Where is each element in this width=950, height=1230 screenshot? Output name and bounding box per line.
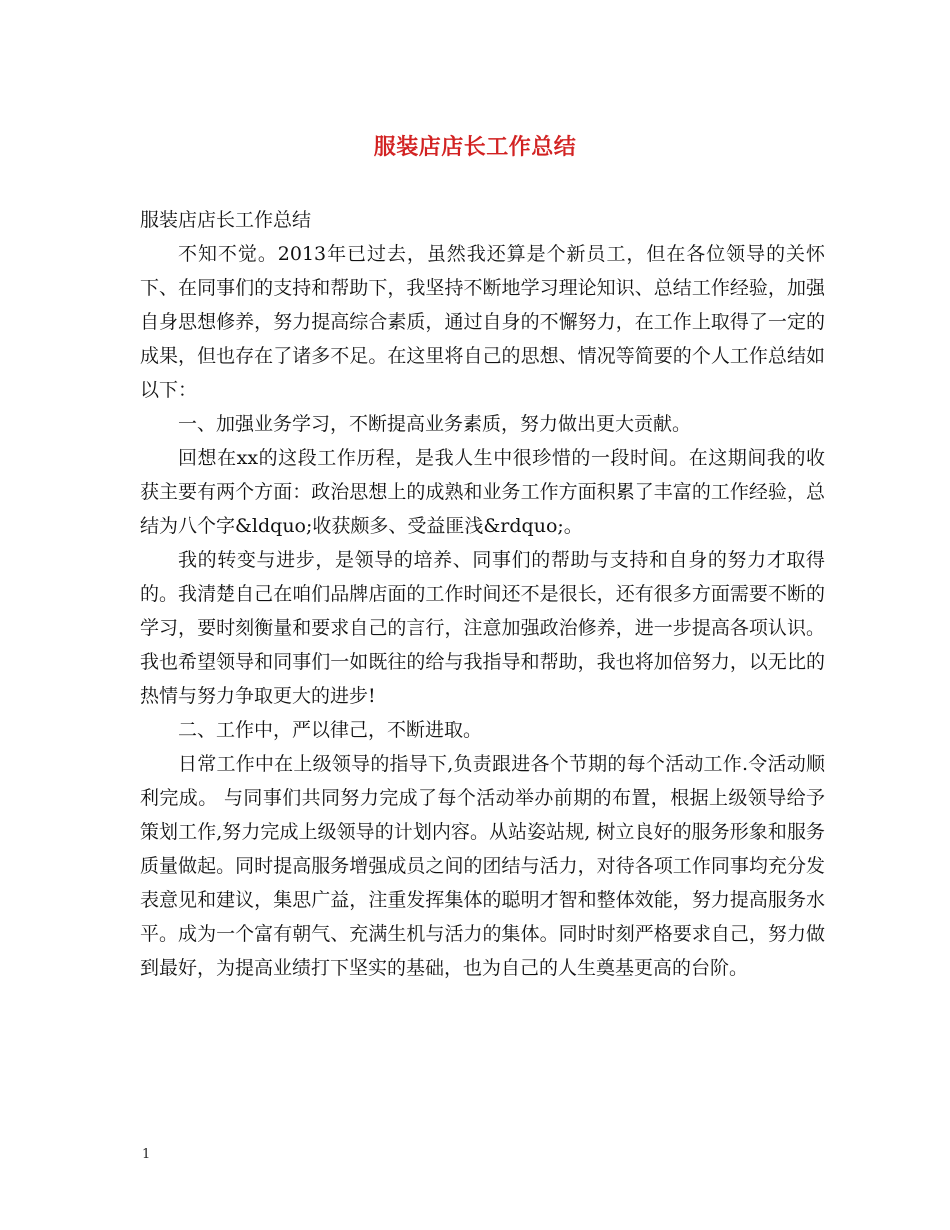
page-number: 1: [142, 1147, 151, 1162]
document-body: [140, 203, 825, 985]
paragraph-daily-work: 日常工作中在上级领导的指导下,负责跟进各个节期的每个活动工作.令活动顺利完成。 与同事们共同努力完成了每个活动举办前期的布置，根据上级领导给予策划工作,努力完成上级领导的计划内容。从站姿站规, 树立良好的服务形象和服务质量做起。同时提高服务增强成员之间的团结与活力，对待各项工作同事均充分发表意见和建议，集思广益，注重发挥集体的聪明才智和整体效能，努力提高服务水平。成为一个富有朝气、充满生机与活力的集体。同时时刻严格要求自己，努力做到最好，为提高业绩打下坚实的基础，也为自己的人生奠基更高的台阶。: [140, 753, 825, 979]
section-heading-1: 一、加强业务学习，不断提高业务素质，努力做出更大贡献。: [178, 413, 692, 435]
section-heading-2: 二、工作中，严以律己，不断进取。: [178, 719, 483, 741]
document-title: 服装店店长工作总结: [373, 134, 577, 160]
paragraph-progress: 我的转变与进步，是领导的培养、同事们的帮助与支持和自身的努力才取得的。我清楚自己在咱们品牌店面的工作时间还不是很长，还有很多方面需要不断的学习，要时刻衡量和要求自己的言行，注意加强政治修养，进一步提高各项认识。我也希望领导和同事们一如既往的给与我指导和帮助，我也将加倍努力，以无比的热情与努力争取更大的进步!: [140, 549, 825, 707]
paragraph-heading: 服装店店长工作总结: [140, 209, 312, 231]
paragraph-intro: 不知不觉。2013年已过去，虽然我还算是个新员工，但在各位领导的关怀下、在同事们的支持和帮助下，我坚持不断地学习理论知识、总结工作经验，加强自身思想修养，努力提高综合素质，通过自身的不懈努力，在工作上取得了一定的成果，但也存在了诸多不足。在这里将自己的思想、情况等简要的个人工作总结如以下：: [140, 243, 825, 401]
paragraph-reflection: 回想在xx的这段工作历程，是我人生中很珍惜的一段时间。在这期间我的收获主要有两个方面：政治思想上的成熟和业务工作方面积累了丰富的工作经验，总结为八个字&ldquo;收获颇多、受益匪浅&rdquo;。: [140, 447, 825, 537]
